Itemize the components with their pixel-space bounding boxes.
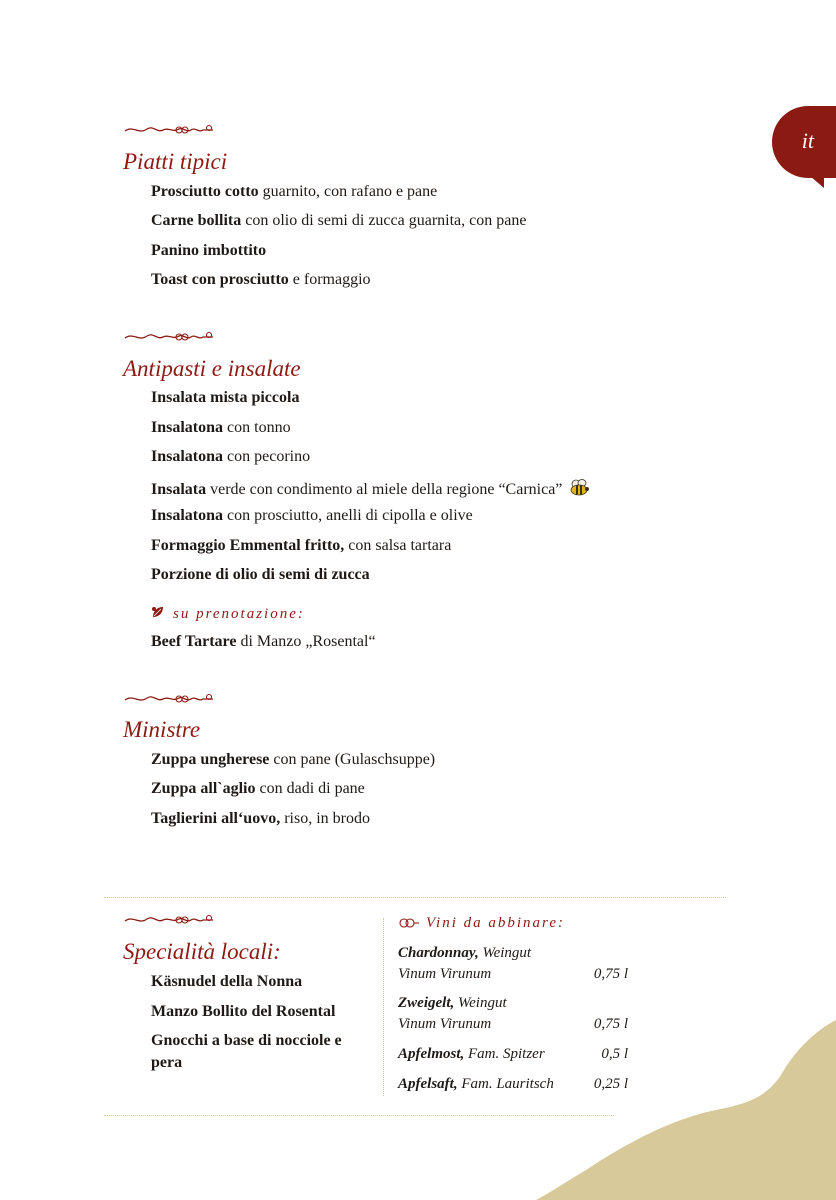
- menu-item: Gnocchi a base di nocciole e pera: [151, 1032, 342, 1071]
- leaf-icon: [151, 605, 165, 619]
- column-divider: [383, 918, 384, 1096]
- menu-item: Prosciutto cotto guarnito, con rafano e pane: [151, 183, 438, 200]
- section-title-antipasti: Antipasti e insalate: [123, 356, 301, 381]
- menu-item: Käsnudel della Nonna: [151, 973, 303, 990]
- ornament-flourish-icon: [123, 692, 215, 706]
- section-title-ministre: Ministre: [123, 717, 201, 742]
- menu-item: Carne bollita con olio di semi di zucca guarnita, con pane: [151, 212, 527, 229]
- ornament-flourish-icon: [123, 330, 215, 344]
- wine-item: Zweigelt, Weingut Vinum Virunum 0,75 l: [398, 995, 628, 1032]
- menu-item: Porzione di olio di semi di zucca: [151, 566, 370, 583]
- menu-item: Zuppa all`aglio con dadi di pane: [151, 780, 365, 797]
- menu-item: Panino imbottito: [151, 242, 267, 259]
- section-title-piatti-tipici: Piatti tipici: [123, 149, 228, 174]
- menu-item: Beef Tartare di Manzo „Rosental“: [151, 633, 376, 650]
- wine-item: Apfelmost, Fam. Spitzer 0,5 l: [398, 1046, 628, 1062]
- reservation-note: su prenotazione:: [151, 605, 305, 622]
- menu-item: Taglierini all‘uovo, riso, in brodo: [151, 810, 370, 827]
- menu-item: Insalatona con pecorino: [151, 448, 311, 465]
- wine-item: Apfelsaft, Fam. Lauritsch 0,25 l: [398, 1076, 628, 1092]
- ornament-flourish-icon: [123, 913, 215, 927]
- section-title-specialita: Specialità locali:: [123, 939, 281, 964]
- divider: [104, 897, 726, 898]
- wine-item: Chardonnay, Weingut Vinum Virunum 0,75 l: [398, 945, 628, 982]
- divider: [104, 1115, 614, 1116]
- menu-item: Formaggio Emmental fritto, con salsa tartara: [151, 537, 452, 554]
- menu-item: Manzo Bollito del Rosental: [151, 1003, 336, 1020]
- menu-item: Insalatona con prosciutto, anelli di cipolla e olive: [151, 507, 473, 524]
- menu-item: Insalata verde con condimento al miele della regione “Carnica”: [151, 479, 590, 498]
- bee-icon: [568, 479, 590, 497]
- menu-item: Insalatona con tonno: [151, 419, 291, 436]
- ring-icon: [398, 917, 420, 929]
- ornament-flourish-icon: [123, 123, 215, 137]
- menu-item: Insalata mista piccola: [151, 389, 300, 406]
- menu-item: Zuppa ungherese con pane (Gulaschsuppe): [151, 751, 436, 768]
- menu-item: Toast con prosciutto e formaggio: [151, 271, 371, 288]
- language-tab-label: it: [801, 128, 814, 153]
- wine-heading: Vini da abbinare:: [398, 916, 565, 931]
